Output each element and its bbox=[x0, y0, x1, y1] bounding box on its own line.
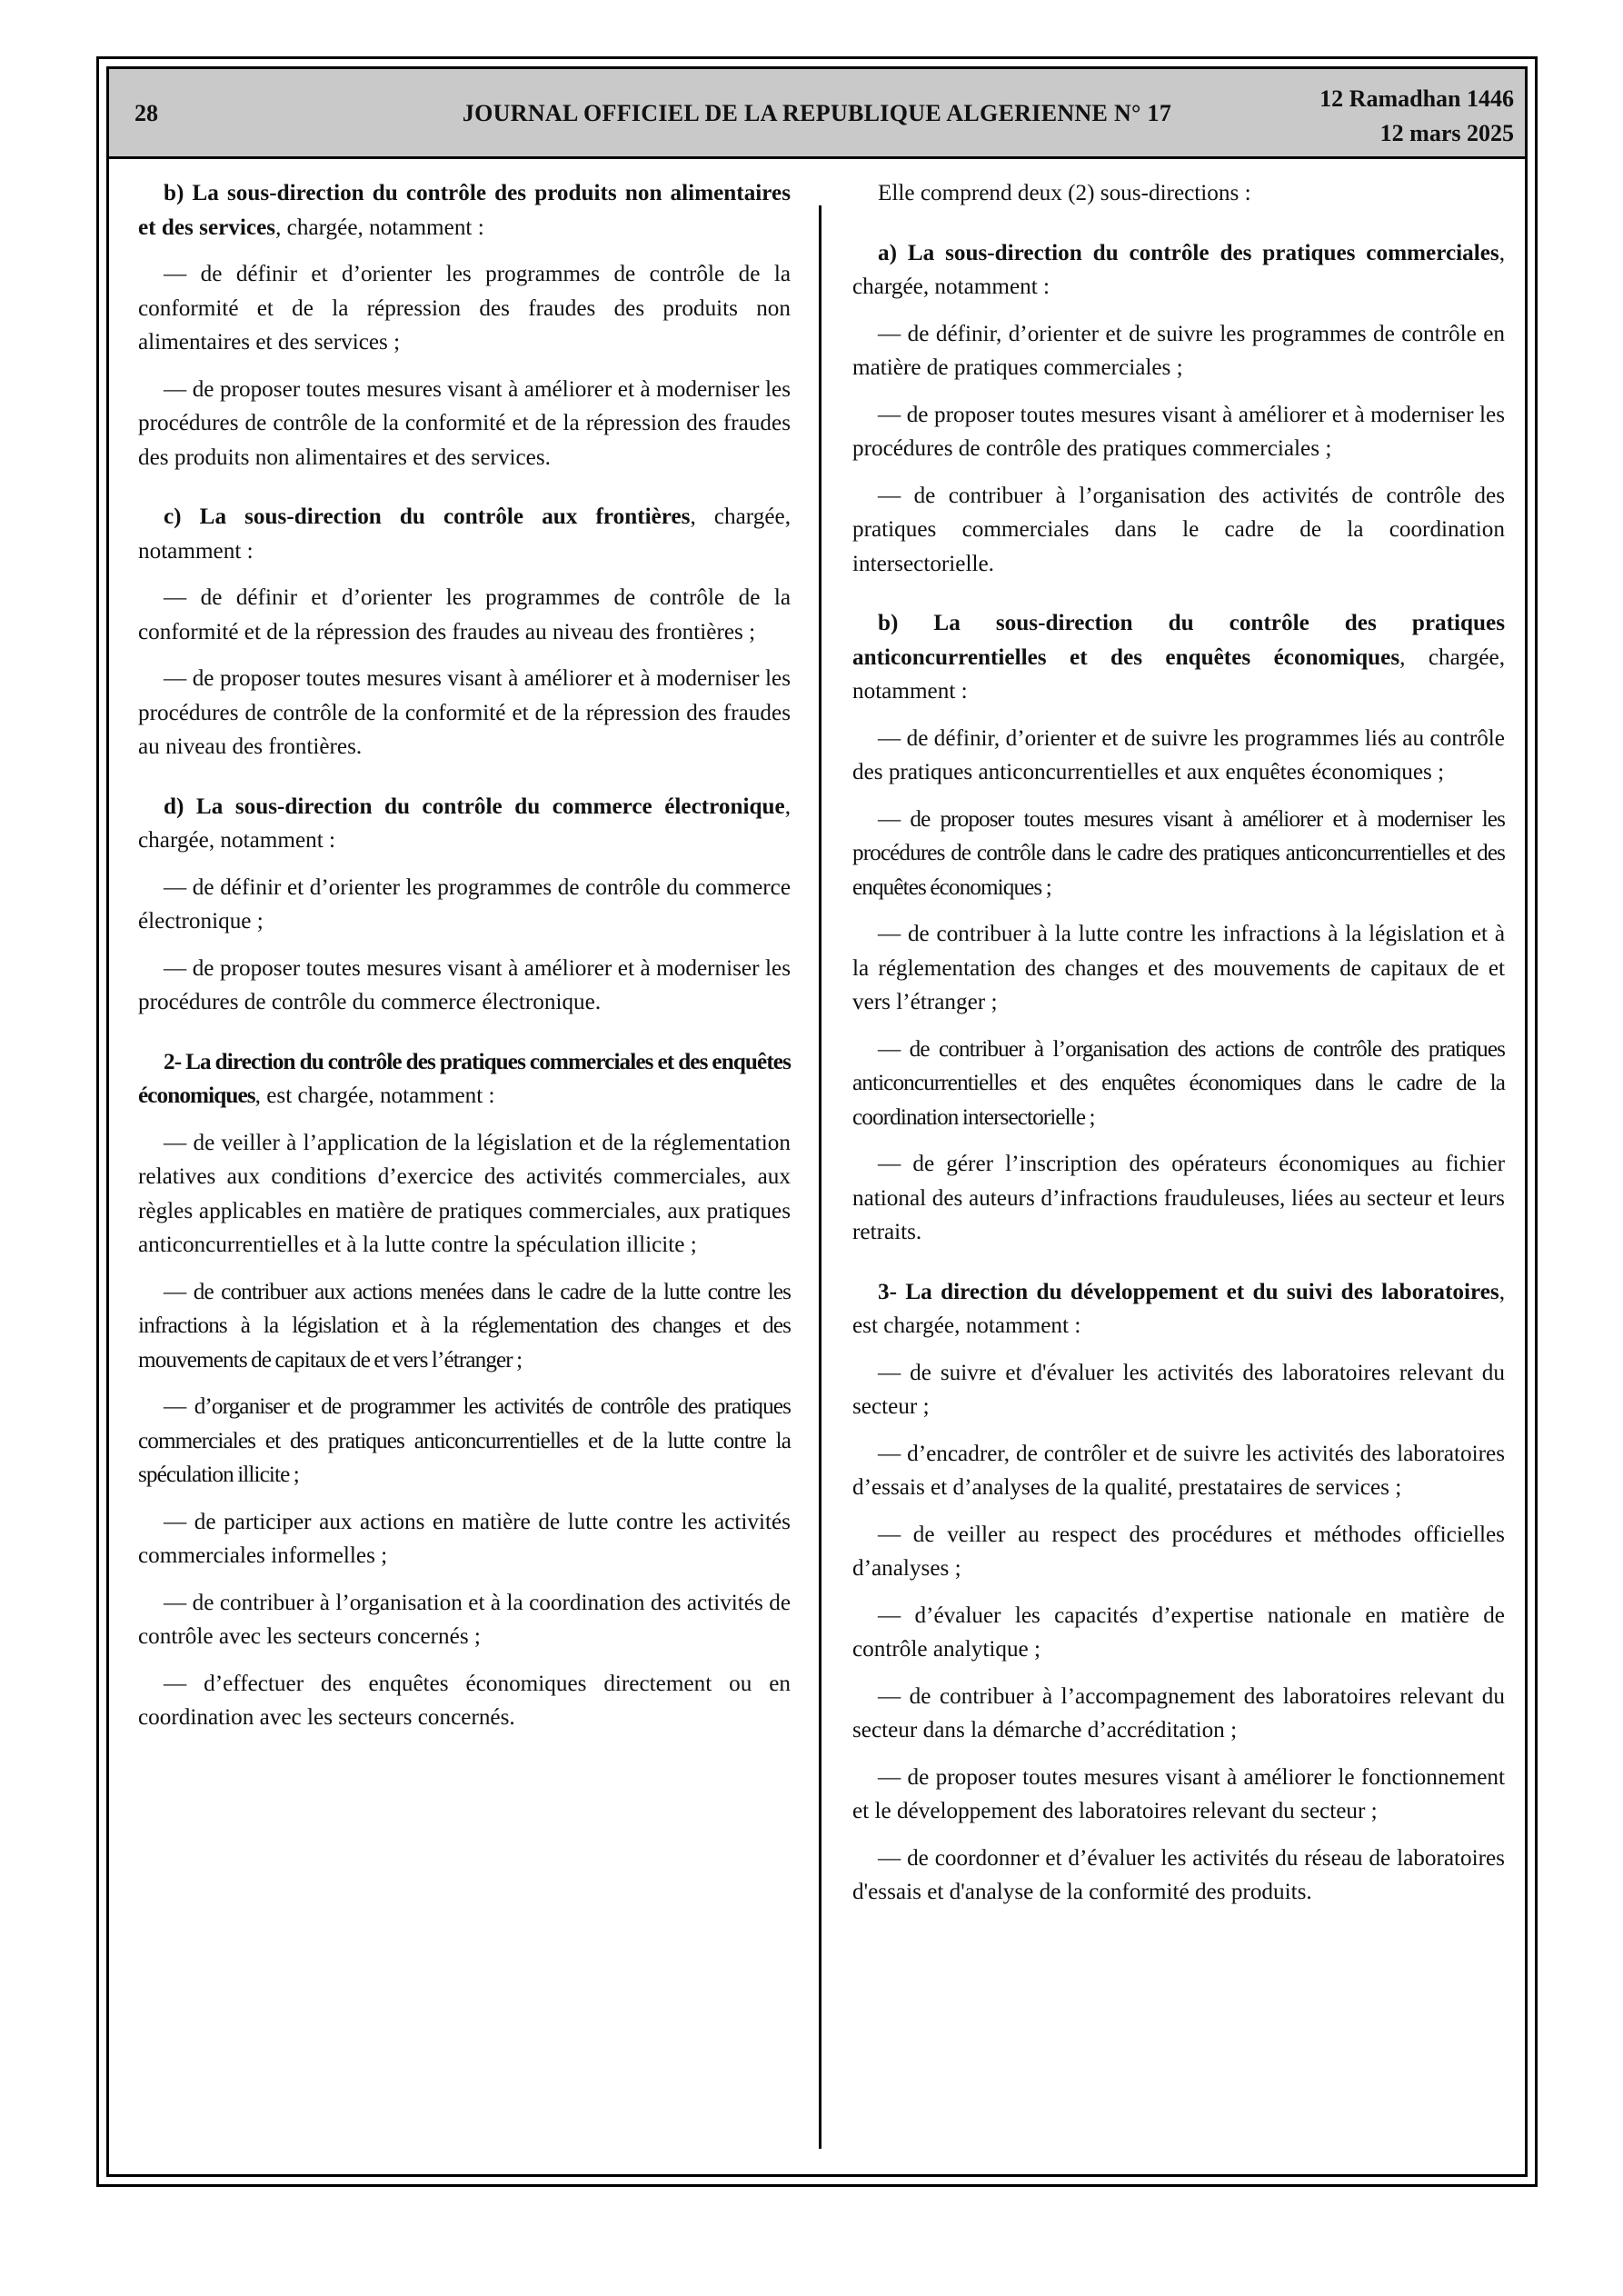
list-item: — de proposer toutes mesures visant à améliorer et à moderniser les procédures de contrôle de la conformité et de la répression des fraudes au niveau des frontières. bbox=[138, 666, 791, 759]
left-column bbox=[138, 176, 791, 1748]
date-gregorian: 12 mars 2025 bbox=[1379, 120, 1514, 146]
section-heading-rest: , chargée, notamment : bbox=[852, 240, 1505, 299]
list-item: — de contribuer à l’organisation et à la coordination des activités de contrôle avec les secteurs concernés ; bbox=[138, 1590, 791, 1649]
list-item: — de contribuer à l’organisation des actions de contrôle des pratiques anticoncurrentielles et des enquêtes économiques dans le cadre de la coordination intersectorielle ; bbox=[852, 1036, 1505, 1130]
list-item: — de participer aux actions en matière de lutte contre les activités commerciales informelles ; bbox=[138, 1509, 791, 1568]
page-header bbox=[109, 69, 1525, 159]
section-heading-a-commercial bbox=[852, 236, 1505, 304]
list-item: — de contribuer à l’organisation des activités de contrôle des pratiques commerciales dans le cadre de la coordination intersectorielle. bbox=[852, 483, 1505, 576]
list-item: — de proposer toutes mesures visant à améliorer et à moderniser les procédures de contrôle dans le cadre des pratiques anticoncurrentielles et des enquêtes économiques ; bbox=[852, 806, 1505, 900]
date-hijri: 12 Ramadhan 1446 bbox=[1319, 85, 1514, 112]
section-heading-3-laboratories bbox=[852, 1275, 1505, 1343]
page-outer-frame bbox=[96, 56, 1538, 2187]
section-heading-bold: a) La sous-direction du contrôle des pratiques commerciales bbox=[878, 240, 1499, 265]
section-heading-rest: , chargée, notamment : bbox=[138, 504, 791, 564]
section-heading-bold: d) La sous-direction du contrôle du commerce électronique bbox=[164, 794, 785, 819]
section-heading-bold: 2- La direction du contrôle des pratiques commerciales et des enquêtes économiques bbox=[138, 1049, 791, 1108]
list-item: — de veiller au respect des procédures et méthodes officielles d’analyses ; bbox=[852, 1522, 1505, 1581]
section-heading-b-non-food bbox=[138, 176, 791, 245]
list-item: — de suivre et d'évaluer les activités des laboratoires relevant du secteur ; bbox=[852, 1360, 1505, 1419]
section-heading-d-ecommerce bbox=[138, 790, 791, 858]
list-item: — de contribuer à la lutte contre les infractions à la législation et à la réglementation des changes et des mouvements de capitaux de et vers l’étranger ; bbox=[852, 922, 1505, 1014]
header-dates bbox=[1319, 82, 1514, 151]
intro-text: Elle comprend deux (2) sous-directions : bbox=[878, 181, 1251, 205]
list-item: — de proposer toutes mesures visant à améliorer et à moderniser les procédures de contrôle du commerce électronique. bbox=[138, 955, 791, 1014]
section-heading-rest: , chargée, notamment : bbox=[138, 794, 791, 853]
list-item: — de veiller à l’application de la législation et de la réglementation relatives aux conditions d’exercice des activités commerciales, aux règles applicables en matière de pratiques commerciales, aux pratiques anticoncurrentielles et à la lutte contre la spéculation illicite ; bbox=[138, 1130, 791, 1257]
list-item: — d’organiser et de programmer les activités de contrôle des pratiques commerciales et des pratiques anticoncurrentielles et de la lutte contre la spéculation illicite ; bbox=[138, 1394, 791, 1487]
section-heading-2-commercial-practices bbox=[138, 1045, 791, 1113]
list-item: — de proposer toutes mesures visant à améliorer et à moderniser les procédures de contrôle de la conformité et de la répression des fraudes des produits non alimentaires et des services. bbox=[138, 376, 791, 470]
section-heading-bold: 3- La direction du développement et du suivi des laboratoires bbox=[878, 1279, 1499, 1304]
list-item: — d’encadrer, de contrôler et de suivre les activités des laboratoires d’essais et d’analyses de la qualité, prestataires de services ; bbox=[852, 1441, 1505, 1500]
list-item: — d’effectuer des enquêtes économiques directement ou en coordination avec les secteurs concernés. bbox=[138, 1671, 791, 1730]
page-inner-frame bbox=[106, 66, 1528, 2177]
list-item: — de définir et d’orienter les programmes de contrôle du commerce électronique ; bbox=[138, 874, 791, 933]
column-divider bbox=[819, 205, 821, 2149]
section-heading-b-anticompetitive bbox=[852, 606, 1505, 709]
section-heading-rest: , est chargée, notamment : bbox=[852, 1279, 1505, 1338]
section-heading-rest: , chargée, notamment : bbox=[852, 644, 1505, 704]
section-heading-c-borders bbox=[138, 500, 791, 568]
list-item: — de définir, d’orienter et de suivre les programmes de contrôle en matière de pratiques commerciales ; bbox=[852, 321, 1505, 380]
list-item: — de proposer toutes mesures visant à améliorer et à moderniser les procédures de contrôle des pratiques commerciales ; bbox=[852, 402, 1505, 461]
list-item: — d’évaluer les capacités d’expertise nationale en matière de contrôle analytique ; bbox=[852, 1602, 1505, 1662]
list-item: — de définir, d’orienter et de suivre les programmes liés au contrôle des pratiques anticoncurrentielles et aux enquêtes économiques ; bbox=[852, 725, 1505, 784]
list-item: — de définir et d’orienter les programmes de contrôle de la conformité et de la répression des fraudes des produits non alimentaires et des services ; bbox=[138, 262, 791, 354]
section-heading-bold: b) La sous-direction du contrôle des pratiques anticoncurrentielles et des enquêtes économiques bbox=[852, 611, 1505, 670]
list-item: — de gérer l’inscription des opérateurs économiques au fichier national des auteurs d’infractions frauduleuses, liées au secteur et leurs retraits. bbox=[852, 1152, 1505, 1244]
list-item: — de proposer toutes mesures visant à améliorer le fonctionnement et le développement des laboratoires relevant du secteur ; bbox=[852, 1764, 1505, 1823]
list-item: — de contribuer à l’accompagnement des laboratoires relevant du secteur dans la démarche d’accréditation ; bbox=[852, 1683, 1505, 1742]
journal-title: JOURNAL OFFICIEL DE LA REPUBLIQUE ALGERIENNE N° 17 bbox=[462, 100, 1172, 126]
page-number: 28 bbox=[134, 100, 158, 126]
right-column bbox=[852, 176, 1505, 1922]
list-item: — de définir et d’orienter les programmes de contrôle de la conformité et de la répression des fraudes au niveau des frontières ; bbox=[138, 585, 791, 644]
section-heading-rest: , est chargée, notamment : bbox=[254, 1083, 495, 1108]
section-heading-bold: b) La sous-direction du contrôle des produits non alimentaires et des services bbox=[138, 181, 791, 240]
list-item: — de contribuer aux actions menées dans le cadre de la lutte contre les infractions à la législation et à la réglementation des changes et des mouvements de capitaux de et vers l’étranger ; bbox=[138, 1279, 791, 1373]
section-heading-rest: , chargée, notamment : bbox=[275, 215, 484, 240]
section-heading-bold: c) La sous-direction du contrôle aux frontières bbox=[164, 504, 691, 529]
list-item: — de coordonner et d’évaluer les activités du réseau de laboratoires d'essais et d'analyse de la conformité des produits. bbox=[852, 1845, 1505, 1904]
